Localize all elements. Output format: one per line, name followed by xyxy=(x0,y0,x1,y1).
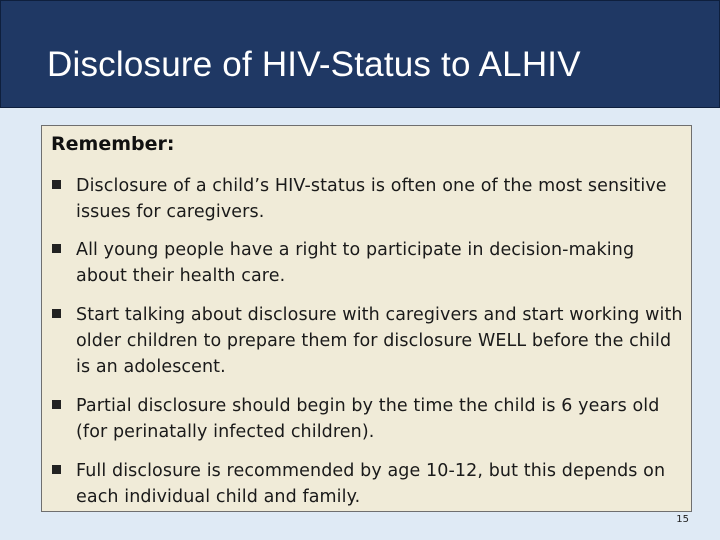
title-bar xyxy=(0,0,720,108)
square-bullet-icon xyxy=(52,180,61,189)
square-bullet-icon xyxy=(52,244,61,253)
slide-number: 15 xyxy=(676,514,689,525)
square-bullet-icon xyxy=(52,400,61,409)
remember-heading: Remember: xyxy=(51,133,175,155)
slide-title: Disclosure of HIV-Status to ALHIV xyxy=(47,45,581,84)
square-bullet-icon xyxy=(52,465,61,474)
bullet-text: Full disclosure is recommended by age 10-12, but this depends on each individual child and family. xyxy=(76,461,666,507)
bullet-text: Disclosure of a child’s HIV-status is often one of the most sensitive issues for caregivers. xyxy=(76,176,667,222)
bullet-text: Start talking about disclosure with caregivers and start working with older children to prepare them for disclosure WELL before the child is an adolescent. xyxy=(76,305,683,377)
square-bullet-icon xyxy=(52,309,61,318)
bullet-text: Partial disclosure should begin by the time the child is 6 years old (for perinatally infected children). xyxy=(76,396,660,442)
bullet-text: All young people have a right to participate in decision-making about their health care. xyxy=(76,240,635,286)
content-box xyxy=(41,125,692,512)
